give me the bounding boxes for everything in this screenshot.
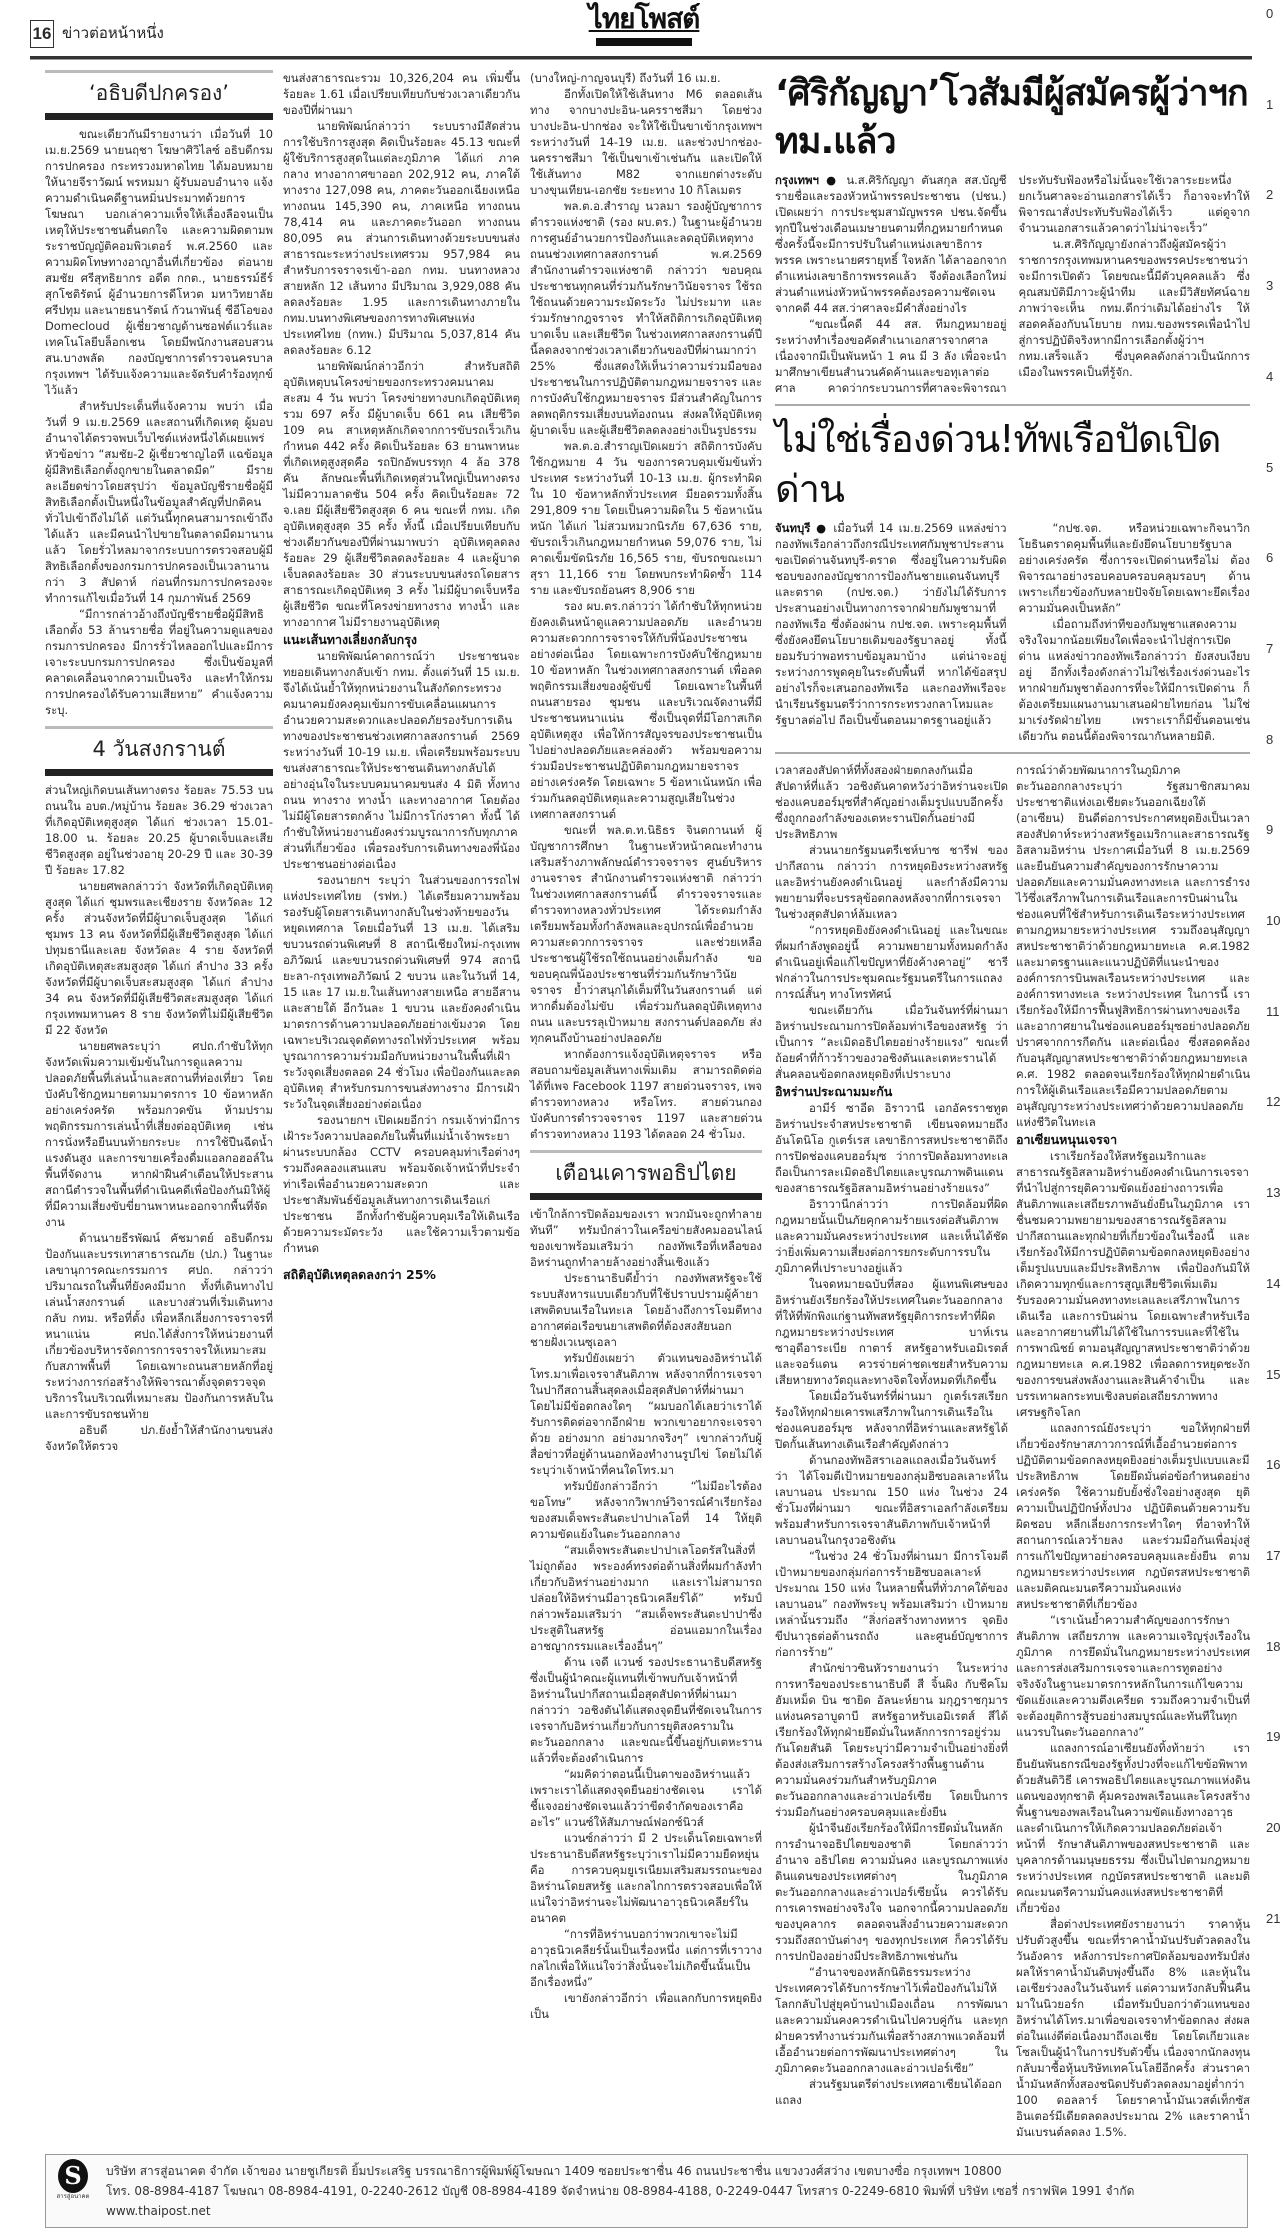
paragraph-text: สำนักข่าวซินหัวรายงานว่า ในระหว่างการหารือของประธานาธิบดี สี จิ้นผิง กับชีคโมฮัมเหม็ด บิน ซายิด อัลนะห์ยาน มกุฎราชกุมารแห่งนครอาบูดาบี สหรัฐอาหรับเอมิเรตส์ สีได้เรียกร้องให้ทุกฝ่ายยึดมั่นในหลักการการอยู่ร่วมกันโดยสันติ โดยระบุว่ามีความจำเป็นอย่างยิ่งที่ต้องส่งเสริมการสร้างโครงสร้างพื้นฐานด้านความมั่นคงร่วมกันสำหรับภูมิภาคตะวันออกกลางและอ่าวเปอร์เซีย โดยเป็นการร่วมมือกันอย่างครอบคลุมและยั่งยืน (775, 1661, 1008, 1819)
paragraph (530, 1926, 762, 1990)
paragraph-text: เข้าใกล้การปิดล้อมของเรา พวกมันจะถูกทำลายทันที” ทรัมป์กล่าวในเครือข่ายสังคมออนไลน์ของเขาพร้อมเสริมว่า กองทัพเรือที่เหลือของอิหร่านถูกทำลายล้างอย่างสิ้นเชิงแล้ว (530, 1207, 762, 1269)
article-divider (775, 404, 1250, 406)
paragraph-text: อาเซียนหนุนเจรจา (1016, 1132, 1118, 1147)
paragraph (775, 1964, 1008, 2076)
paragraph-text: “อำนาจของหลักนิติธรรมระหว่างประเทศควรได้รับการรักษาไว้เพื่อป้องกันไม่ให้โลกกลับไปสู่ยุคบ้านป่าเมืองเถื่อน การพัฒนาและความมั่นคงควรดำเนินไปควบคู่กัน และทุกฝ่ายควรทำงานร่วมกันเพื่อสร้างสภาพแวดล้อมที่เอื้ออำนวยต่อการพัฒนาประเทศต่างๆ ในภูมิภาคตะวันออกกลางและอ่าวเปอร์เซีย” (775, 1965, 1008, 2075)
paragraph (530, 86, 762, 198)
margin-number: 16 (1266, 1457, 1281, 1473)
paragraph-text: ขณะเดียวกันมีรายงานว่า เมื่อวันที่ 10 เม.ย.2569 นายนฤชา โฆษาศิวิไลซ์ อธิบดีกรมการปกครอง กระทรวงมหาดไทย ได้มอบหมายให้นายจีราวัฒน์ พรหมมา ผู้รับมอบอำนาจ แจ้งความดำเนินคดีฐานหมิ่นประมาทด้วยการโฆษณา บอกเล่าความเท็จให้เลื่องลือจนเป็นเหตุให้ประชาชนตื่นตกใจ และความผิดตามพระราชบัญญัติคอมพิวเตอร์ พ.ศ.2560 และความผิดโทษทางอาญาอื่นที่เกี่ยวข้อง ต่อนายสมชัย ศรีสุทธิยากร อดีต กกต., นายธรรม์ธีร์ สุกโชติรัตน์ ผู้อำนวยการดีโหวต มหาวิทยาลัยศรีปทุม และนายธนารัตน์ กัวนาพันธุ์ ซีอีโอของ Domecloud ผู้เชี่ยวชาญด้านซอฟต์แวร์และเทคโนโลยีบล็อกเชน โดยมีพนักงานสอบสวน สน.บางพลัด กองบัญชาการตำรวจนครบาล กรุงเทพฯ ได้รับแจ้งความและจัดรับคำร้องทุกข์ไว้แล้ว (45, 127, 273, 397)
dateline: จันทบุรี ● (775, 521, 828, 535)
paragraph-text: เราเรียกร้องให้สหรัฐอเมริกาและสาธารณรัฐอิสลามอิหร่านยังคงดำเนินการเจรจาที่นำไปสู่การยุติความขัดแย้งอย่างถาวรเพื่อสันติภาพและเสถียรภาพอันยั่งยืนในภูมิภาค เราชื่นชมความพยายามของสาธารณรัฐอิสลามปากีสถานและทุกฝ่ายที่เกี่ยวข้องในเรื่องนี้ และเรียกร้องให้มีการปฏิบัติตามข้อตกลงหยุดยิงอย่างเต็มรูปแบบและมีประสิทธิภาพ เพื่อป้องกันมิให้เกิดความทุกข์และการสูญเสียชีวิตเพิ่มเติม รับรองความมั่นคงทางทะเลและเสรีภาพในการเดินเรือ และการบินผ่าน โดยเฉพาะสำหรับเรือและอากาศยานที่ไม่ได้ใช้ในการรบและที่ใช้ในการพาณิชย์ ตามอนุสัญญาสหประชาชาติว่าด้วยกฎหมายทะเล ค.ศ.1982 เพื่อลดการหยุดชะงักของการขนส่งพลังงานและสินค้าจำเป็น และบรรเทาผลกระทบเชิงลบต่อเสถียรภาพทางเศรษฐกิจโลก (1016, 1149, 1250, 1419)
paragraph (775, 520, 1007, 728)
paragraph-text: “ขณะนี้คดี 44 สส. ทีมกฎหมายอยู่ระหว่างทำเรื่องขอคัดสำเนาเอกสารจากศาล เนื่องจากมีเป็นพันหน้า 1 คน มี 3 ลัง เพื่อจะนำมาศึกษาเขียนสำนวนคัดค้านและขอทุเลาต่อศาล คาดว่ากระบวนการที่ศาลจะพิจารณาประทับรับฟ้องหรือไม่นั้นจะใช้เวลาระยะหนึ่ง ยกเว้นศาลจะอ่านเอกสารได้เร็ว ก็อาจจะทำให้พิจารณาสั่งประทับรับฟ้องได้เร็ว แต่ดูจากจำนวนเอกสารแล้วคาดว่าไม่น่าจะเร็ว” (775, 173, 1250, 395)
logo-tagline (596, 38, 692, 46)
article-body (1016, 762, 1250, 2140)
paragraph (530, 1542, 762, 1654)
paragraph (775, 762, 1008, 842)
paragraph-text: “ผมคิดว่าตอนนี้เป็นตาของอิหร่านแล้ว เพราะเราได้แสดงจุดยืนอย่างชัดเจน เราได้ชี้แจงอย่างชัดเจนแล้วว่าขีดจำกัดของเราคืออะไร” แวนซ์ให้สัมภาษณ์ฟอกซ์นิวส์ (530, 1767, 762, 1829)
paragraph (45, 878, 273, 1038)
margin-number: 21 (1266, 1910, 1281, 1926)
margin-number: 9 (1266, 822, 1274, 838)
paragraph-text: “เราเน้นย้ำความสำคัญของการรักษาสันติภาพ เสถียรภาพ และความเจริญรุ่งเรืองในภูมิภาค การยึดมั่นในกฎหมายระหว่างประเทศ และการส่งเสริมการเจรจาและการทูตอย่างจริงจังในฐานะมาตรการหลักในการแก้ไขความขัดแย้งและความตึงเครียด รวมถึงความจำเป็นที่จะต้องยุติการสู้รบอย่างสมบูรณ์และทันทีในทุกแนวรบในตะวันออกกลาง” (1016, 1613, 1250, 1739)
paragraph (45, 398, 273, 606)
paragraph-text: “กปช.จต. หรือหน่วยเฉพาะกิจนาวิกโยธินตราดคุมพื้นที่และยังยึดนโยบายรัฐบาลอย่างเคร่งครัด ซึ่งการจะเปิดด่านหรือไม่ ต้องพิจารณาอย่างรอบคอบครอบคลุมรอบๆ ด้าน เพราะเกี่ยวข้องกับหลายปัจจัยโดยเฉพาะยึดเรื่องความมั่นคงเป็นหลัก” (1018, 521, 1250, 615)
paragraph-text: ประธานาธิบดีย้ำว่า กองทัพสหรัฐจะใช้ระบบสังหารแบบเดียวกับที่ใช้ปราบปรามผู้ค้ายาเสพติดบนเรือในทะเล โดยอ้างถึงการโจมตีทางอากาศต่อเรือขนยาเสพติดที่ต้องสงสัยนอกชายฝั่งเวเนซุเอลา (530, 1271, 762, 1349)
paragraph (530, 1766, 762, 1830)
paragraph-text: (บางใหญ่-กาญจนบุรี) ถึงวันที่ 16 เม.ย. (530, 71, 721, 85)
page-body (45, 70, 1250, 2140)
paragraph (775, 1660, 1008, 1820)
paragraph-text: แวนซ์กล่าวว่า มี 2 ประเด็นโดยเฉพาะที่ประธานาธิบดีสหรัฐระบุว่าเราไม่มีความยืดหยุ่น คือ การควบคุมยูเรเนียมเสริมสมรรถนะของอิหร่านโดยสหรัฐ และกลไกการตรวจสอบเพื่อให้แน่ใจว่าอิหร่านจะไม่พัฒนาอาวุธนิวเคลียร์ในอนาคต (530, 1831, 762, 1925)
paragraph (775, 1276, 1008, 1388)
paragraph-text: ด้านนายธีรพัฒน์ คัชมาตย์ อธิบดีกรมป้องกันและบรรเทาสาธารณภัย (ปภ.) ในฐานะเลขานุการคณะกรรมการ ศปถ. กล่าวว่า ปริมาณรถในพื้นที่ยังคงมีมาก ทั้งที่เดินทางไปเล่นน้ำสงกรานต์ และบางส่วนที่เริ่มเดินทางกลับ กทม. หรือที่ตั้ง เพื่อหลีกเลี่ยงการจราจรที่หนาแน่น ศปถ.ได้สั่งการให้หน่วยงานที่เกี่ยวข้องบริหารจัดการการจราจรให้เหมาะสมกับสภาพพื้นที่ โดยเฉพาะถนนสายหลักที่อยู่ระหว่างการก่อสร้างให้พิจารณาตั้งจุดตรวจจุดบริการในบริเวณที่เหมาะสม ป้องกันการหลับในและการขับรถชนท้าย (45, 1231, 273, 1421)
margin-number: 8 (1266, 731, 1274, 747)
paragraph-text: ด้าน เจดี แวนซ์ รองประธานาธิบดีสหรัฐ ซึ่งเป็นผู้นำคณะผู้แทนที่เข้าพบกับเจ้าหน้าที่อิหร่านในปากีสถานเมื่อสุดสัปดาห์ที่ผ่านมา กล่าวว่า วอชิงตันได้แสดงจุดยืนที่ชัดเจนในการเจรจากับอิหร่านเกี่ยวกับการยุติสงครามในตะวันออกกลาง และขณะนี้ขึ้นอยู่กับเตหะรานแล้วที่จะต้องดำเนินการ (530, 1655, 762, 1765)
paragraph (530, 1350, 762, 1478)
margin-number: 18 (1266, 1638, 1281, 1654)
column-3 (530, 70, 762, 2022)
paragraph (1019, 520, 1251, 616)
paragraph (775, 1002, 1008, 1082)
paragraph (1016, 1612, 1250, 1740)
paragraph-text: รองนายกฯ ระบุว่า ในส่วนของการรถไฟแห่งประเทศไทย (รฟท.) ได้เตรียมความพร้อมรองรับผู้โดยสารเดินทางกลับในช่วงท้ายของวันหยุดเทศกาล โดยเมื่อวันที่ 13 เม.ย. ได้เสริมขบวนรถด่วนพิเศษที่ 8 สถานีเชียงใหม่-กรุงเทพอภิวัฒน์ และขบวนรถด่วนพิเศษที่ 974 สถานียะลา-กรุงเทพอภิวัฒน์ 2 ขบวน และในวันที่ 14, 15 และ 17 เม.ย.ในเส้นทางสายเหนือ สายอีสานและสายใต้ อีกวันละ 1 ขบวน และยังคงดำเนินมาตรการด้านความปลอดภัยอย่างเข้มงวด โดยเฉพาะบริเวณจุดตัดทางรถไฟทั่วประเทศ พร้อมบูรณาการความร่วมมือกับหน่วยงานในพื้นที่เฝ้าระวังจุดเสี่ยงตลอด 24 ชั่วโมง เพื่อป้องกันและลดอุบัติเหตุ สำหรับกรมการขนส่งทางราง มีการเฝ้าระวังในจุดเสี่ยงอย่างต่อเนื่อง (283, 873, 520, 1111)
article-body (775, 172, 1250, 396)
paragraph (45, 606, 273, 718)
paragraph (530, 1990, 762, 2022)
article-body (530, 1206, 762, 2022)
paragraph-text: เขายังกล่าวอีกว่า เพื่อแลกกับการหยุดยิงเป็น (530, 1991, 762, 2021)
publisher-logo (54, 2159, 92, 2201)
paragraph-text: รองนายกฯ เปิดเผยอีกว่า กรมเจ้าท่ามีการเฝ้าระวังความปลอดภัยในพื้นที่แม่น้ำเจ้าพระยา ผ่านระบบกล้อง CCTV ครอบคลุมท่าเรือต่างๆ รวมถึงคลองแสนแสบ พร้อมจัดเจ้าหน้าที่ประจำท่าเรือเพื่ออำนวยความสะดวก และประชาสัมพันธ์ข้อมูลเส้นทางการเดินเรือแก่ประชาชน อีกทั้งกำชับผู้ควบคุมเรือให้เดินเรือด้วยความระมัดระวัง และใช้ความเร็วตามข้อกำหนด (283, 1113, 520, 1255)
paragraph (530, 1478, 762, 1542)
paragraph-text: “สมเด็จพระสันตะปาปาเลโอตรัสในสิ่งที่ไม่ถูกต้อง พระองค์ทรงต่อต้านสิ่งที่ผมกำลังทำเกี่ยวกับอิหร่านอย่างมาก และเราไม่สามารถปล่อยให้อิหร่านมีอาวุธนิวเคลียร์ได้” ทรัมป์กล่าวพร้อมเสริมว่า “สมเด็จพระสันตะปาปาซึ่งประสูติในสหรัฐ อ่อนแอมากในเรื่องอาชญากรรมและเรื่องอื่นๆ” (530, 1543, 762, 1653)
paragraph-text: น.ส.ศิริกัญญา ตันสกุล สส.บัญชีรายชื่อและรองหัวหน้าพรรคประชาชน (ปชน.) เปิดเผยว่า การประชุมสามัญพรรค ปชน.จัดขึ้นทุกปีในช่วงเดือนเมษายนตามที่กฎหมายกำหนด ซึ่งครั้งนี้จะมีการปรับในตำแหน่งเลขาธิการพรรค เพราะนายศรายุทธิ์ ใจหลัก ได้ลาออกจากตำแหน่งเลขาธิการพรรคแล้ว จึงต้องเลือกใหม่ ส่วนตำแหน่งหัวหน้าพรรคต้องรอความชัดเจนจากคดี 44 สส.ว่าศาลจะมีคำสั่งอย่างไร (775, 173, 1007, 315)
headline-sirikanya: ‘ศิริกัญญา’โวสัมมีผู้สมัครผู้ว่าฯกทม.แล้ว (775, 73, 1248, 162)
margin-number: 14 (1266, 1275, 1281, 1291)
article-body (775, 762, 1008, 2108)
paragraph-text: ขณะที่ พล.ต.ท.นิธิธร จินตกานนท์ ผู้บัญชาการศึกษา ในฐานะหัวหน้าคณะทำงานเสริมสร้างภาพลักษณ์ตำรวจจราจร ศูนย์บริหารงานจราจร สำนักงานตำรวจแห่งชาติ กล่าวว่า ในช่วงเทศกาลสงกรานต์นี้ ตำรวจจราจรและตำรวจทางหลวงทั่วประเทศ ได้ระดมกำลังเตรียมพร้อมทั้งกำลังพลและอุปกรณ์เพื่ออำนวยความสะดวกการจราจร และช่วยเหลือประชาชนผู้ใช้รถใช้ถนนอย่างเต็มกำลัง ขอขอบคุณพี่น้องประชาชนที่ร่วมกันรักษาวินัยจราจร ย้ำว่าสนุกได้เต็มที่ในวันสงกรานต์ แต่หากดื่มต้องไม่ขับ เพื่อร่วมกันลดอุบัติเหตุทางถนน และบรรลุเป้าหมาย สงกรานต์ปลอดภัย ส่งทุกคนถึงบ้านอย่างปลอดภัย (530, 823, 762, 1045)
paragraph-text: แถลงการณ์อาเซียนยังทิ้งท้ายว่า เรายืนยันพันธกรณีของรัฐทั้งปวงที่จะแก้ไขข้อพิพาทด้วยสันติวิธี เคารพอธิปไตยและบูรณภาพแห่งดินแดนของทุกชาติ คุ้มครองพลเรือนและโครงสร้างพื้นฐานของพลเรือนในความขัดแย้งทางอาวุธและดำเนินการให้เกิดความปลอดภัยต่อเจ้าหน้าที่ รักษาสันติภาพของสหประชาชาติ และบุคลากรด้านมนุษยธรรม ซึ่งเป็นไปตามกฎหมายระหว่างประเทศ กฎบัตรสหประชาชาติ และมติคณะมนตรีความมั่นคงแห่งสหประชาชาติที่เกี่ยวข้อง (1016, 1741, 1250, 1915)
paragraph (530, 822, 762, 1046)
header-rule (30, 56, 1252, 60)
paragraph-text: นายพิพัฒน์คาดการณ์ว่า ประชาชนจะทยอยเดินทางกลับเข้า กทม. ตั้งแต่วันที่ 15 เม.ย. จึงได้เน้นย้ำให้ทุกหน่วยงานในสังกัดกระทรวงคมนาคมยังคงคุมเข้มการขับเคลื่อนแผนการอำนวยความสะดวกและปลอดภัยรองรับการเดินทางของประชาชนช่วงเทศกาลสงกรานต์ 2569 ระหว่างวันที่ 10-19 เม.ย. เพื่อเตรียมพร้อมระบบขนส่งสาธารณะให้ประชาชนเดินทางกลับได้อย่างอุ่นใจในระบบคมนาคมขนส่ง 4 มิติ ทั้งทางถนน ทางราง ทางน้ำ และทางอากาศ โดยต้องไม่มีผู้โดยสารตกค้าง ไม่มีการโก่งราคา ทั้งนี้ ได้กำชับให้หน่วยงานยังคงร่วมบูรณาการกับทุกภาคส่วนที่เกี่ยวข้อง เพื่อรองรับการเดินทางของพี่น้องประชาชนอย่างต่อเนื่อง (283, 649, 520, 871)
paragraph (45, 782, 273, 878)
margin-number: 3 (1266, 278, 1274, 294)
paragraph (775, 922, 1008, 1002)
margin-number: 10 (1266, 913, 1281, 928)
publisher-footer (45, 2154, 1248, 2228)
paragraph (775, 1196, 1008, 1276)
paragraph-text: ส่วนนายกรัฐมนตรีเชห์บาซ ชารีฟ ของปากีสถาน กล่าวว่า การหยุดยิงระหว่างสหรัฐและอิหร่านยังคงดำเนินอยู่ และกำลังมีความพยายามที่จะบรรลุข้อตกลงหลังจากที่การเจรจาในช่วงสุดสัปดาห์ล้มเหลว (775, 843, 1008, 921)
margin-number: 2 (1266, 187, 1274, 203)
margin-number: 1 (1266, 96, 1274, 112)
paragraph (530, 1654, 762, 1766)
paragraph (283, 70, 520, 118)
paragraph (1016, 1740, 1250, 1916)
margin-number: 17 (1266, 1547, 1281, 1563)
section-heading-director-general: ‘อธิบดีปกครอง’ (45, 70, 273, 120)
paragraph (775, 2076, 1008, 2108)
paragraph-text: แนะเส้นทางเลี่ยงกลับกรุง (283, 632, 418, 647)
paragraph (530, 598, 762, 822)
paragraph-text: ขณะเดียวกัน เมื่อวันจันทร์ที่ผ่านมา อิหร่านประณามการปิดล้อมท่าเรือของสหรัฐ ว่าเป็นการ “ละเมิดอธิปไตยอย่างร้ายแรง” ขณะที่ถ้อยคำที่ก้าวร้าวของวอชิงตันและเตหะรานได้สั่นคลอนข้อตกลงหยุดยิงที่เปราะบาง (775, 1003, 1008, 1081)
margin-number: 6 (1266, 550, 1274, 566)
paragraph (1016, 1148, 1250, 1420)
margin-number: 15 (1266, 1366, 1281, 1382)
publisher-address: บริษัท สารสู่อนาคต จำกัด เจ้าของ นายชูเกียรติ ยิ้มประเสริฐ บรรณาธิการผู้พิมพ์ผู้โฆษณา 1409 ซอยประชาชื่น 46 ถนนประชาชื่น แขวงวงศ์สว่าง เขตบางซื่อ กรุงเทพฯ 10800 (106, 2164, 1002, 2178)
paragraph (45, 1230, 273, 1422)
paragraph-text: ในจดหมายฉบับที่สอง ผู้แทนพิเศษของอิหร่านยังเรียกร้องให้ประเทศในตะวันออกกลางที่ให้ที่พักพิงแก่ฐานทัพสหรัฐยุติการกระทำที่ผิดกฎหมายระหว่างประเทศ บาห์เรน ซาอุดีอาระเบีย กาตาร์ สหรัฐอาหรับเอมิเรตส์ และจอร์แดน ควรจ่ายค่าชดเชยสำหรับความเสียหายทางวัตถุและทางจิตใจทั้งหมดที่เกิดขึ้น (775, 1277, 1008, 1387)
paragraph (530, 1206, 762, 1270)
paragraph-text: อิราวานีกล่าวว่า การปิดล้อมที่ผิดกฎหมายนั้นเป็นภัยคุกคามร้ายแรงต่อสันติภาพและความมั่นคงระหว่างประเทศ และเห็นได้ชัดว่ายิ่งเพิ่มความเสี่ยงต่อการยกระดับการรบในภูมิภาคที่เปราะบางอยู่แล้ว (775, 1197, 1008, 1275)
article-divider (775, 752, 1250, 754)
paragraph-text: พล.ต.อ.สำราญ นวลมา รองผู้บัญชาการตำรวจแห่งชาติ (รอง ผบ.ตร.) ในฐานะผู้อำนวยการศูนย์อำนวยการป้องกันและลดอุบัติเหตุทางถนนช่วงเทศกาลสงกรานต์ พ.ศ.2569 สำนักงานตำรวจแห่งชาติ กล่าวว่า ขอบคุณประชาชนทุกคนที่ร่วมกันรักษาวินัยจราจร ใช้รถใช้ถนนด้วยความระมัดระวัง ไม่ประมาท และร่วมรักษากฎจราจร ทำให้สถิติการเกิดอุบัติเหตุ บาดเจ็บ และเสียชีวิต ในช่วงเทศกาลสงกรานต์ปีนี้ลดลงจากช่วงเวลาเดียวกันของปีที่ผ่านมากว่า 25% ซึ่งแสดงให้เห็นว่าความร่วมมือของประชาชนในการปฏิบัติตามกฎหมายจราจร และการบังคับใช้กฎหมายจราจร มีส่วนสำคัญในการลดพฤติกรรมเสี่ยงบนท้องถนน ส่งผลให้อุบัติเหตุ ผู้บาดเจ็บ และผู้เสียชีวิตลดลงอย่างเป็นรูปธรรม (530, 199, 762, 437)
paragraph (283, 358, 520, 630)
paragraph (45, 126, 273, 398)
margin-number: 12 (1266, 1094, 1281, 1110)
paragraph-text: นายพิพัฒน์กล่าวอีกว่า สำหรับสถิติอุบัติเหตุบนโครงข่ายของกระทรวงคมนาคมสะสม 4 วัน พบว่า โครงข่ายทางบกเกิดอุบัติเหตุรวม 697 ครั้ง มีผู้บาดเจ็บ 661 คน เสียชีวิต 109 คน สาเหตุหลักเกิดจากการขับรถเร็วเกินกำหนด 442 ครั้ง คิดเป็นร้อยละ 63 ยานพาหนะที่เกิดเหตุสูงสุดคือ รถปิกอัพบรรทุก 4 ล้อ 378 คัน ลักษณะพื้นที่เกิดเหตุส่วนใหญ่เป็นทางตรงไม่มีความลาดชัน 504 ครั้ง คิดเป็นร้อยละ 72 จ.เลย มีผู้เสียชีวิตสูงสุด 6 คน ขณะที่ กทม. เกิดอุบัติเหตุสูงสุด 35 ครั้ง ทั้งนี้ เมื่อเปรียบเทียบกับช่วงเดียวกันของปีที่ผ่านมาพบว่า อุบัติเหตุลดลงร้อยละ 29 ผู้เสียชีวิตลดลงร้อยละ 4 และผู้บาดเจ็บลดลงร้อยละ 30 ส่วนระบบขนส่งรถโดยสารสาธารณะเกิดอุบัติเหตุ 3 ครั้ง ไม่มีผู้บาดเจ็บหรือผู้เสียชีวิต ขณะที่โครงข่ายทางราง ทางน้ำ และทางอากาศ ไม่มีรายงานอุบัติเหตุ (283, 359, 520, 629)
article-sirikanya (775, 172, 1250, 396)
paragraph-text: แถลงการณ์ยังระบุว่า ขอให้ทุกฝ่ายที่เกี่ยวข้องรักษาสภาวการณ์ที่เอื้ออำนวยต่อการปฏิบัติตามข้อตกลงหยุดยิงอย่างเต็มรูปแบบและมีประสิทธิภาพ โดยยึดมั่นต่อข้อกำหนดอย่างเคร่งครัด ใช้ความยับยั้งชั่งใจอย่างสูงสุด ยุติความเป็นปฏิปักษ์ทั้งปวง ปฏิบัติตนด้วยความรับผิดชอบ หลีกเลี่ยงการกระทำใดๆ ที่อาจทำให้สถานการณ์เลวร้ายลง และร่วมมือกันเพื่อมุ่งสู่การแก้ไขปัญหาอย่างครอบคลุมและยั่งยืน ตามกฎหมายระหว่างประเทศ กฎบัตรสหประชาชาติ และมติคณะมนตรีความมั่นคงแห่งสหประชาชาติที่เกี่ยวข้อง (1016, 1421, 1250, 1611)
paragraph (45, 1038, 273, 1230)
paragraph-text: “การหยุดยิงยังคงดำเนินอยู่ และในขณะที่ผมกำลังพูดอยู่นี้ ความพยายามทั้งหมดกำลังดำเนินอยู่เพื่อแก้ไขปัญหาที่ยังค้างคาอยู่” ชารีฟกล่าวในการประชุมคณะรัฐมนตรีในการแถลงการณ์สั้นๆ ทางโทรทัศน์ (775, 923, 1008, 1001)
paragraph-text: ทรัมป์ยังเผยว่า ตัวแทนของอิหร่านได้โทร.มาเพื่อเจรจาสันติภาพ หลังจากที่การเจรจาในปากีสถานสิ้นสุดลงเมื่อสุดสัปดาห์ที่ผ่านมาโดยไม่มีข้อตกลงใดๆ “ผมบอกได้เลยว่าเราได้รับการติดต่อจากอีกฝ่าย พวกเขาอยากจะเจรจาด้วย อย่างมาก อย่างมากจริงๆ” เขากล่าวกับผู้สื่อข่าวที่อยู่ด้านนอกห้องทำงานรูปไข่ โดยไม่ได้ระบุว่าเจ้าหน้าที่คนใดโทร.มา (530, 1351, 762, 1477)
column-1 (45, 70, 273, 1454)
margin-number: 5 (1266, 459, 1274, 475)
paragraph (775, 1452, 1008, 1548)
paragraph-text: หากต้องการแจ้งอุบัติเหตุจราจร หรือสอบถามข้อมูลเส้นทางเพิ่มเติม สามารถติดต่อได้ที่เพจ Facebook 1197 สายด่วนจราจร, เพจตำรวจทางหลวง หรือโทร. สายด่วนกองบังคับการตำรวจจราจร 1197 และสายด่วนตำรวจทางหลวง 1193 ได้ตลอด 24 ชั่วโมง. (530, 1047, 762, 1141)
paragraph (775, 842, 1008, 922)
column-5 (1016, 762, 1250, 2140)
paragraph-text: สำหรับประเด็นที่แจ้งความ พบว่า เมื่อวันที่ 9 เม.ย.2569 และสถานที่เกิดเหตุ ผู้มอบอำนาจได้ตรวจพบเว็บไซต์แห่งหนึ่งได้เผยแพร่หัวข้อข่าว “สมชัย-2 ผู้เชี่ยวชาญไอที แฉข้อมูลผู้มีสิทธิเลือกตั้งถูกขายในตลาดมืด” มีรายละเอียดข่าวโดยสรุปว่า ข้อมูลบัญชีรายชื่อผู้มีสิทธิเลือกตั้งเป็นหนึ่งในข้อมูลสำคัญที่ปกติคนทั่วไปเข้าถึงไม่ได้ แต่วันนี้ทุกคนสามารถเข้าถึงได้แล้ว และมีคนนำไปขายในตลาดมืดมานานแล้ว โดยรั่วไหลมาจากระบบการตรวจสอบผู้มีสิทธิเลือกตั้งของกรมการปกครองเป็นเวลานานกว่า 3 สัปดาห์ ก่อนที่กรมการปกครองจะทำการแก้ไขเมื่อวันที่ 14 กุมภาพันธ์ 2569 (45, 399, 273, 605)
paragraph (530, 1830, 762, 1926)
paragraph (283, 1112, 520, 1256)
margin-number: 11 (1266, 1003, 1280, 1019)
paragraph (775, 1548, 1008, 1660)
margin-number: 19 (1266, 1729, 1281, 1745)
paragraph-text: อธิบดี ปภ.ยังย้ำให้สำนักงานขนส่งจังหวัดให้ตรวจ (45, 1423, 273, 1453)
article-body (45, 782, 273, 1454)
paragraph-text: นายยศพลกล่าวว่า จังหวัดที่เกิดอุบัติเหตุสูงสุด ได้แก่ ชุมพรและเชียงราย จังหวัดละ 12 ครั้ง ส่วนจังหวัดที่มีผู้บาดเจ็บสูงสุด ได้แก่ ชุมพร 13 คน จังหวัดที่มีผู้เสียชีวิตสูงสุด ได้แก่ ปทุมธานีและเลย จังหวัดละ 4 ราย จังหวัดที่เกิดอุบัติเหตุสะสมสูงสุด ได้แก่ ลำปาง 33 ครั้ง จังหวัดที่มีผู้บาดเจ็บสะสมสูงสุด ได้แก่ ลำปาง 34 คน จังหวัดที่มีผู้เสียชีวิตสะสมสูงสุด ได้แก่ กรุงเทพมหานคร 8 ราย จังหวัดที่ไม่มีผู้เสียชีวิต มี 22 จังหวัด (45, 879, 273, 1037)
section-heading-songkran: 4 วันสงกรานต์ (45, 726, 273, 776)
paragraph (530, 198, 762, 438)
right-section (775, 70, 1250, 2140)
paragraph (775, 172, 1007, 316)
paragraph-text: ด้านกองทัพอิสราเอลแถลงเมื่อวันจันทร์ว่า ได้โจมตีเป้าหมายของกลุ่มฮิซบอลเลาะห์ในเลบานอน ประมาณ 150 แห่ง ในช่วง 24 ชั่วโมงที่ผ่านมา ขณะที่อิสราเอลกำลังเตรียมพร้อมสำหรับการเจรจาสันติภาพกับเจ้าหน้าที่เลบานอนในกรุงวอชิงตัน (775, 1453, 1008, 1547)
paragraph-text: เมื่อวันที่ 14 เม.ย.2569 แหล่งข่าวกองทัพเรือกล่าวถึงกรณีประเทศกัมพูชาประสานขอเปิดด่านจันทบุรี-ตราด ซึ่งอยู่ในความรับผิดชอบของกองบัญชาการป้องกันชายแดนจันทบุรีและตราด (กปช.จต.) ว่ายังไม่ได้รับการประสานอย่างเป็นทางการจากฝ่ายกัมพูชามาที่กองทัพเรือ ซึ่งต้องผ่าน กปช.จต. เพราะคุมพื้นที่ ซึ่งยังคงยึดนโยบายเดิมของรัฐบาลอยู่ ทั้งนี้ยอมรับว่าพอทราบข้อมูลมาบ้าง แต่น่าจะอยู่ระหว่างการพูดคุยในระดับพื้นที่ หากได้ข้อสรุปอย่างไรก็จะเสนอกองทัพเรือ และกองทัพเรือจะนำเรียนรัฐมนตรีว่าการกระทรวงกลาโหมและรัฐบาลต่อไป ถือเป็นขั้นตอนมาตรฐานอยู่แล้ว (775, 521, 1007, 727)
column-4 (775, 762, 1008, 2108)
paragraph-text: นายพิพัฒน์กล่าวว่า ระบบรางมีสัดส่วนการใช้บริการสูงสุด คิดเป็นร้อยละ 45.13 ขณะที่ผู้ใช้บริการสูงสุดในแต่ละภูมิภาค ได้แก่ ภาคกลาง ทางอากาศขาออก 202,912 คน, ภาคใต้ ทางราง 127,098 คน, ภาคตะวันออกเฉียงเหนือ ทางถนน 145,390 คน, ภาคเหนือ ทางถนน 78,414 คน และภาคตะวันออก ทางถนน 80,095 คน ส่วนการเดินทางด้วยระบบขนส่งสาธารณะระหว่างประเทศรวม 957,984 คน สำหรับการจราจรเข้า-ออก กทม. บนทางหลวงสายหลัก 12 เส้นทาง มีปริมาณ 3,929,088 คัน ลดลงร้อยละ 1.95 และการเดินทางภายใน กทม.บนทางพิเศษของการทางพิเศษแห่งประเทศไทย (กทพ.) มีปริมาณ 5,037,814 คัน ลดลงร้อยละ 6.12 (283, 119, 520, 357)
paragraph-text: เวลาสองสัปดาห์ที่ทั้งสองฝ่ายตกลงกันเมื่อสัปดาห์ที่แล้ว วอชิงตันคาดหวังว่าอิหร่านจะเปิดช่องแคบฮอร์มุซที่สำคัญอย่างเต็มรูปแบบอีกครั้ง ซึ่งถูกกองกำลังของเตหะรานปิดกั้นอย่างมีประสิทธิภาพ (775, 763, 1008, 841)
paragraph-text: ขนส่งสาธารณะรวม 10,326,204 คน เพิ่มขึ้นร้อยละ 1.61 เมื่อเปรียบเทียบกับช่วงเวลาเดียวกันของปีที่ผ่านมา (283, 71, 520, 117)
subhead-accident-stats: สถิติอุบัติเหตุลดลงกว่า 25% (283, 1267, 436, 1282)
margin-number: 4 (1266, 368, 1274, 384)
paragraph (775, 1100, 1008, 1196)
paragraph (1019, 616, 1251, 744)
publisher-logo-icon: S (58, 2159, 88, 2193)
section-label: ข่าวต่อหน้าหนึ่ง (62, 24, 164, 42)
paragraph-text: ส่วนรัฐมนตรีต่างประเทศอาเซียนได้ออกแถลง (775, 2077, 1002, 2107)
logo-text: ไทยโพสต์ (588, 2, 700, 35)
masthead-logo (588, 2, 700, 46)
article-body (283, 70, 520, 1256)
margin-number: 20 (1266, 1820, 1281, 1835)
subhead (283, 631, 520, 648)
margin-number: 0 (1266, 6, 1274, 21)
paragraph-text: อามีร์ ซาอีด อิราวานี เอกอัครราชทูตอิหร่านประจำสหประชาชาติ เขียนจดหมายถึงอันโตนิโอ กูเตร์เรส เลขาธิการสหประชาชาติถึงการปิดช่องแคบฮอร์มุซ ว่าการปิดล้อมทางทะเลถือเป็นการละเมิดอธิปไตยและบูรณภาพดินแดนของสาธารณรัฐอิสลามอิหร่านอย่างร้ายแรง” (775, 1101, 1008, 1195)
paragraph-text: รอง ผบ.ตร.กล่าวว่า ได้กำชับให้ทุกหน่วยยังคงเดินหน้าดูแลความปลอดภัย และอำนวยความสะดวกการจราจรให้กับพี่น้องประชาชนอย่างต่อเนื่อง โดยเฉพาะการบังคับใช้กฎหมาย 10 ข้อหาหลัก ในช่วงเทศกาลสงกรานต์ เพื่อลดพฤติกรรมเสี่ยงของผู้ขับขี่ โดยเฉพาะในพื้นที่ถนนสายรอง ชุมชน และบริเวณจัดงานที่มีประชาชนหนาแน่น ซึ่งเป็นจุดที่มีโอกาสเกิดอุบัติเหตุสูง เพื่อให้การสัญจรของประชาชนเป็นไปอย่างปลอดภัยและคล่องตัว พร้อมขอความร่วมมือประชาชนปฏิบัติตามกฎหมายจราจรอย่างเคร่งครัด โดยเฉพาะ 5 ข้อหาเน้นหนัก เพื่อร่วมกันลดอุบัติเหตุและความสูญเสียในช่วงเทศกาลสงกรานต์ (530, 599, 762, 821)
page-number: 16 (30, 20, 54, 48)
dateline: กรุงเทพฯ ● (775, 173, 840, 187)
paragraph-text: อีกทั้งเปิดให้ใช้เส้นทาง M6 ตลอดเส้นทาง จากบางปะอิน-นครราชสีมา โดยช่วงบางปะอิน-ปากช่อง จะให้ใช้เป็นขาเข้ากรุงเทพฯ ระหว่างวันที่ 14-19 เม.ย. และช่วงปากช่อง-นครราชสีมา ใช้เป็นขาเข้าเช่นกัน และเปิดให้ใช้เส้นทาง M82 จากแยกต่างระดับบางขุนเทียน-เอกชัย ระยะทาง 10 กิโลเมตร (530, 87, 762, 197)
paragraph-text: น.ส.ศิริกัญญายังกล่าวถึงผู้สมัครผู้ว่าราชการกรุงเทพมหานครของพรรคประชาชนว่า จะมีการเปิดตัว โดยขณะนี้มีตัวบุคคลแล้ว ซึ่งคุณสมบัติมีภาวะผู้นำทีม และมีวิสัยทัศน์ฉายภาพว่าจะเห็น กทม.ดีกว่าเดิมได้อย่างไร ให้สอดคล้องกับนโยบาย กทม.ของพรรคเพื่อนำไปสู่การปฏิบัติจริงหากมีการเลือกตั้งผู้ว่าฯ กทม.เสร็จแล้ว ซึ่งบุคคลดังกล่าวเป็นนักการเมืองในพรรคเป็นที่รู้จัก. (1018, 237, 1250, 379)
paragraph-text: สื่อต่างประเทศยังรายงานว่า ราคาหุ้นปรับตัวสูงขึ้น ขณะที่ราคาน้ำมันปรับตัวลดลงในวันอังคาร หลังการประกาศปิดล้อมของทรัมป์ส่งผลให้ราคาน้ำมันดิบพุ่งขึ้นถึง 8% และหุ้นในเอเชียร่วงลงในวันจันทร์ แต่ความหวังกลับฟื้นคืนมาในนิวยอร์ก เมื่อทรัมป์บอกว่าตัวแทนของอิหร่านได้โทร.มาเพื่อขอเจรจาทำข้อตกลง ส่งผลต่อในแง่ดีต่อเนื่องมาถึงเอเชีย โดยโตเกียวและโซลเป็นผู้นำในการปรับตัวขึ้น เนื่องจากนักลงทุนกลับมาซื้อหุ้นบริษัทเทคโนโลยีอีกครั้ง ส่วนราคาน้ำมันหลักทั้งสองชนิดปรับตัวลดลงมาอยู่ต่ำกว่า 100 ดอลลาร์ โดยราคาน้ำมันเวสต์เท็กซัสอินเตอร์มีเดียตลดลงประมาณ 2% และราคาน้ำมันเบรนต์ลดลง 1.5%. (1016, 1917, 1250, 2139)
paragraph (530, 70, 762, 86)
paragraph-text: ส่วนใหญ่เกิดบนเส้นทางตรง ร้อยละ 75.53 บนถนนใน อบต./หมู่บ้าน ร้อยละ 36.29 ช่วงเวลาที่เกิดอุบัติเหตุสูงสุด ได้แก่ ช่วงเวลา 15.01-18.00 น. ร้อยละ 20.25 ผู้บาดเจ็บและเสียชีวิตสูงสุด อยู่ในช่วงอายุ 20-29 ปี และ 30-39 ปี ร้อยละ 17.82 (45, 783, 273, 877)
paragraph (1016, 762, 1250, 1130)
subhead (775, 1083, 1008, 1100)
subhead (1016, 1131, 1250, 1148)
paragraph-text: นายยศพลระบุว่า ศปถ.กำชับให้ทุกจังหวัดเพิ่มความเข้มข้นในการดูแลความปลอดภัยพื้นที่เล่นน้ำและสถานที่ท่องเที่ยว โดยบังคับใช้กฎหมายตามมาตรการ 10 ข้อหาหลักอย่างเคร่งครัด พร้อมกวดขัน ห้ามปรามพฤติกรรมการเล่นน้ำที่เสี่ยงต่ออุบัติเหตุ เช่น การนั่งหรือยืนบนท้ายกระบะ การใช้ปืนฉีดน้ำแรงดันสูง และการขายเครื่องดื่มแอลกอฮอล์ในพื้นที่จัดงาน หากฝ่าฝืนคำเตือนให้ประสานสถานีตำรวจในพื้นที่ดำเนินคดีเพื่อป้องกันมิให้ผู้ที่มีความเสี่ยงขับขี่ยานพาหนะออกจากพื้นที่จัดงาน (45, 1039, 273, 1229)
article-body (775, 520, 1250, 744)
paragraph-text: การณ์ว่าด้วยพัฒนาการในภูมิภาคตะวันออกกลางระบุว่า รัฐสมาชิกสมาคมประชาชาติแห่งเอเชียตะวันออกเฉียงใต้ (อาเซียน) ยินดีต่อการประกาศหยุดยิงเป็นเวลาสองสัปดาห์ระหว่างสหรัฐอเมริกาและสาธารณรัฐอิสลามอิหร่าน ประกาศเมื่อวันที่ 8 เม.ย.2569 และยืนยันความสำคัญของการรักษาความปลอดภัยและความมั่นคงทางทะเล และการธำรงไว้ซึ่งเสรีภาพในการเดินเรือและการบินผ่านในช่องแคบที่ใช้สำหรับการเดินเรือระหว่างประเทศ ตามกฎหมายระหว่างประเทศ รวมถึงอนุสัญญาสหประชาชาติว่าด้วยกฎหมายทะเล ค.ศ.1982 และมาตรฐานและแนวปฏิบัติที่แนะนำขององค์การการบินพลเรือนระหว่างประเทศ และองค์การทางทะเล ระหว่างประเทศ ในการนี้ เราเรียกร้องให้มีการฟื้นฟูสิทธิการผ่านทางของเรือและอากาศยานในช่องแคบฮอร์มุซอย่างปลอดภัย ปราศจากการกีดกัน และต่อเนื่อง ซึ่งสอดคล้องกับอนุสัญญาสหประชาชาติว่าด้วยกฎหมายทะเล ค.ศ. 1982 ตลอดจนเรียกร้องให้ทุกฝ่ายดำเนินการให้ผู้เดินเรือและเรือมีความปลอดภัยตามอนุสัญญาระหว่างประเทศว่าด้วยความปลอดภัยแห่งชีวิตในทะเล (1016, 763, 1250, 1129)
paragraph (530, 438, 762, 598)
paragraph-text: อิหร่านประณามมะกัน (775, 1084, 893, 1099)
paragraph-text: โดยเมื่อวันจันทร์ที่ผ่านมา กูเตร์เรสเรียกร้องให้ทุกฝ่ายเคารพเสรีภาพในการเดินเรือในช่องแคบฮอร์มุซ หลังจากที่อิหร่านและสหรัฐได้ปิดกั้นเส้นทางเดินเรือสำคัญดังกล่าว (775, 1389, 1008, 1451)
margin-number: 13 (1266, 1185, 1281, 1201)
article-body (45, 126, 273, 718)
headline-navy-checkpoint: ไม่ใช่เรื่องด่วน!ทัพเรือปัดเปิดด่าน (775, 417, 1221, 511)
paragraph (530, 1046, 762, 1142)
paragraph (530, 1270, 762, 1350)
paragraph-text: ทรัมป์ยังกล่าวอีกว่า “ไม่มีอะไรต้องขอโทษ” หลังจากวิพากษ์วิจารณ์คำเรียกร้องของสมเด็จพระสันตะปาปาเลโอที่ 14 ให้ยุติความขัดแย้งในตะวันออกกลาง (530, 1479, 762, 1541)
world-news-columns (775, 762, 1250, 2140)
paragraph (45, 1422, 273, 1454)
article-navy-checkpoint (775, 520, 1250, 744)
paragraph (1016, 1916, 1250, 2140)
paragraph-text: เมื่อถามถึงท่าทีของกัมพูชาแสดงความจริงใจมากน้อยเพียงใดเพื่อจะนำไปสู่การเปิดด่าน แหล่งข่าวกองทัพเรือกล่าวว่า ยังสงบเงียบอยู่ อีกทั้งเรื่องดังกล่าวไม่ใช่เรื่องเร่งด่วนอะไร หากฝ่ายกัมพูชาต้องการที่จะให้มีการเปิดด่าน ก็ต้องเตรียมแผนงานมาเสนอฝ่ายไทยก่อน ไม่ใช่มาเร่งรัดฝ่ายไทย เพราะเราก็มีขั้นตอนเช่นเดียวกัน ตอนนี้ต้องพิจารณากันหลายมิติ. (1018, 617, 1250, 743)
publisher-logo-caption: สารสู่อนาคต (56, 2193, 90, 2200)
article-body (530, 70, 762, 1142)
paragraph-text: ผู้นำจีนยังเรียกร้องให้มีการยึดมั่นในหลักการอำนาจอธิปไตยของชาติ โดยกล่าวว่า อำนาจ อธิปไตย ความมั่นคง และบูรณภาพแห่งดินแดนของประเทศต่างๆ ในภูมิภาคตะวันออกกลางและอ่าวเปอร์เซียนั้น ควรได้รับการเคารพอย่างจริงใจ นอกจากนี้ความปลอดภัยของบุคลากร ตลอดจนสิ่งอำนวยความสะดวก รวมถึงสถาบันต่างๆ ของทุกประเทศ ก็ควรได้รับการปกป้องอย่างมีประสิทธิภาพเช่นกัน (775, 1821, 1008, 1963)
paragraph-text: “มีการกล่าวอ้างถึงบัญชีรายชื่อผู้มีสิทธิเลือกตั้ง 53 ล้านรายชื่อ ที่อยู่ในความดูแลของกรมการปกครอง มีการรั่วไหลออกไปและมีการเจาะระบบกรมการปกครอง ซึ่งเป็นข้อมูลที่คลาดเคลื่อนจากความเป็นจริง และทำให้กรมการปกครองได้รับความเสียหาย” คำแจ้งความระบุ. (45, 607, 273, 717)
column-2 (283, 70, 520, 1283)
paragraph (1016, 1420, 1250, 1612)
section-heading-sovereignty: เตือนเคารพอธิปไตย (530, 1150, 762, 1200)
paragraph (283, 118, 520, 358)
paragraph (283, 648, 520, 872)
paragraph (1019, 236, 1251, 380)
page-header (30, 0, 1252, 64)
paragraph (283, 872, 520, 1112)
publisher-contacts: โทร. 08-8984-4187 โฆษณา 08-8984-4191, 0-2240-2612 บัญชี 08-8984-4189 จัดจำหน่าย 08-8984-4188, 0-2249-0447 โทรสาร 0-2249-6810 พิมพ์ที่ บริษัท เซอรี่ กราฟฟิค 1991 จำกัด www.thaipost.net (106, 2184, 1135, 2218)
paragraph-text: “การที่อิหร่านบอกว่าพวกเขาจะไม่มีอาวุธนิวเคลียร์นั้นเป็นเรื่องหนึ่ง แต่การที่เราวางกลไกเพื่อให้แน่ใจว่าสิ่งนั้นจะไม่เกิดขึ้นนั้นเป็นอีกเรื่องหนึ่ง” (530, 1927, 762, 1989)
paragraph-text: พล.ต.อ.สำราญเปิดเผยว่า สถิติการบังคับใช้กฎหมาย 4 วัน ของการควบคุมเข้มข้นทั่วประเทศ ระหว่างวันที่ 10-13 เม.ย. ผู้กระทำผิดใน 10 ข้อหาหลักทั่วประเทศ มียอดรวมทั้งสิ้น 291,809 ราย โดยเป็นความผิดใน 5 ข้อหาเน้นหนัก ได้แก่ ไม่สวมหมวกนิรภัย 67,636 ราย, ขับรถเร็วเกินกฎหมายกำหนด 59,076 ราย, ไม่คาดเข็มขัดนิรภัย 16,565 ราย, ขับรถขณะเมาสุรา 11,166 ราย โดยพบกระทำผิดซ้ำ 114 ราย และขับรถย้อนศร 8,906 ราย (530, 439, 762, 597)
paragraph-text: “ในช่วง 24 ชั่วโมงที่ผ่านมา มีการโจมตีเป้าหมายของกลุ่มก่อการร้ายฮิซบอลเลาะห์ประมาณ 150 แห่ง ในหลายพื้นที่ทั่วภาคใต้ของเลบานอน” กองทัพระบุ พร้อมเสริมว่า เป้าหมายเหล่านั้นรวมถึง “สิ่งก่อสร้างทางทหาร จุดยิงขีปนาวุธต่อต้านรถถัง และศูนย์บัญชาการก่อการร้าย” (775, 1549, 1008, 1659)
paragraph (775, 1820, 1008, 1964)
margin-number: 7 (1266, 640, 1274, 656)
paragraph (775, 1388, 1008, 1452)
